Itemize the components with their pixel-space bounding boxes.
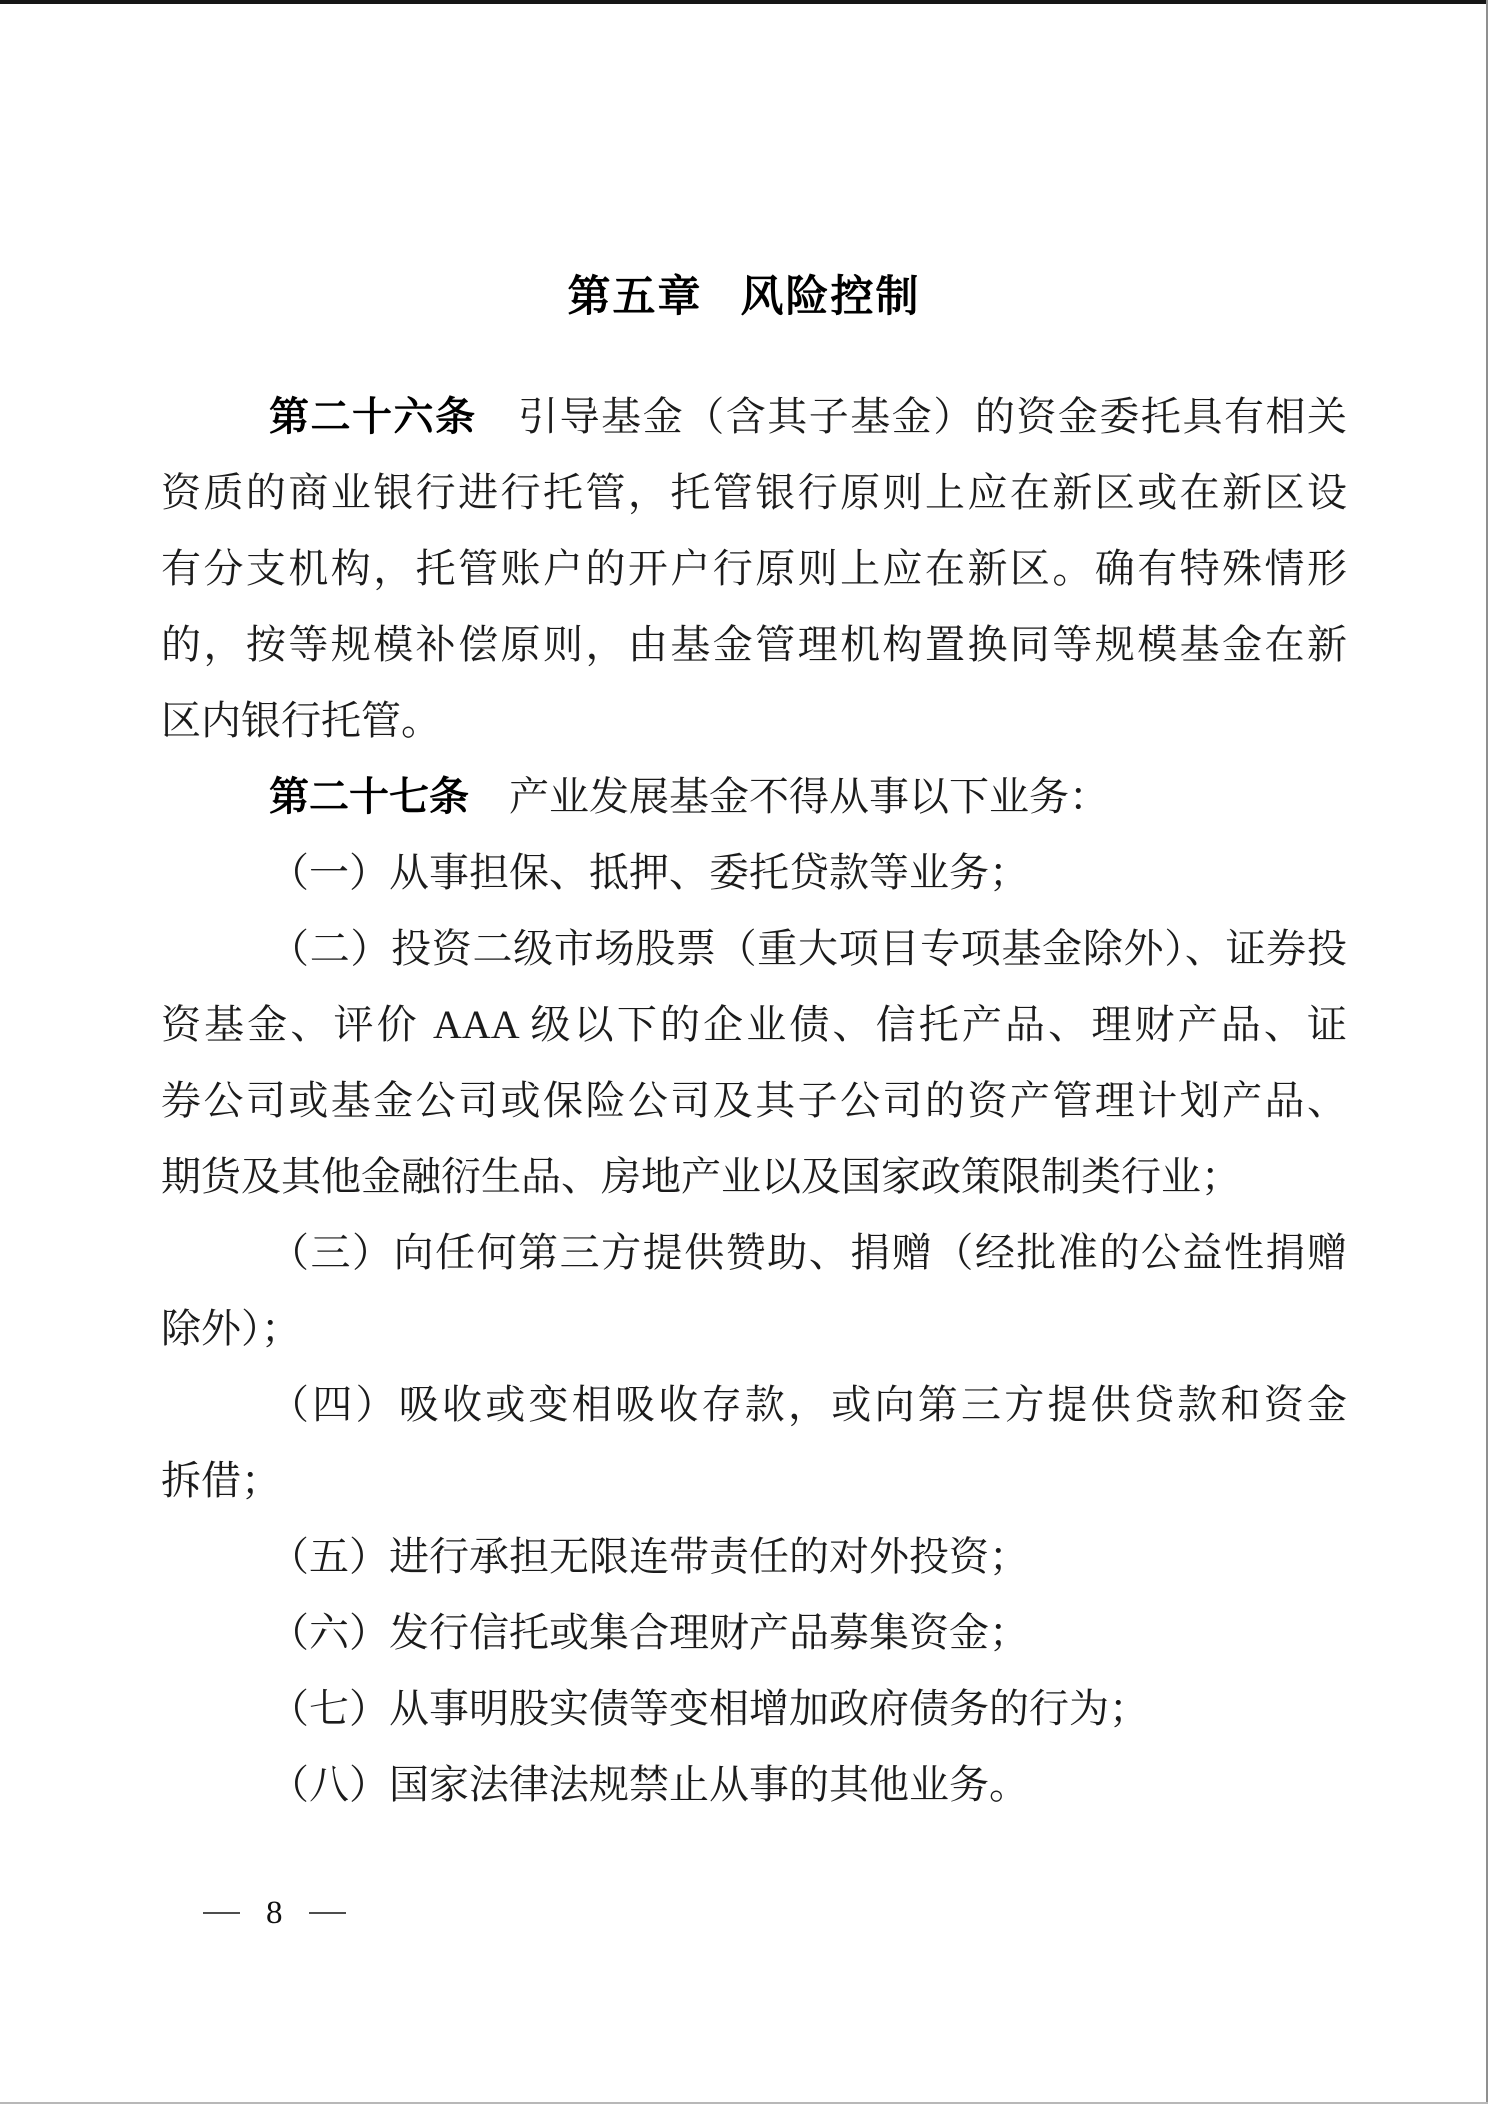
line-text: （八）国家法律法规禁止从事的其他业务。 xyxy=(269,1762,1029,1807)
list-item-line xyxy=(161,1291,1347,1367)
page-number: 8 xyxy=(266,1895,283,1931)
list-item-line xyxy=(161,835,1347,911)
chapter-title xyxy=(0,272,1488,322)
paragraph-line xyxy=(161,607,1347,683)
list-item-line xyxy=(161,1671,1347,1747)
body-text xyxy=(161,379,1347,1823)
line-text: 资质的商业银行进行托管，托管银行原则上应在新区或在新区设 xyxy=(161,470,1347,515)
list-item-line xyxy=(161,1215,1347,1291)
list-item-line xyxy=(161,1747,1347,1823)
list-item-line xyxy=(161,1367,1347,1443)
line-text: （三）向任何第三方提供赞助、捐赠（经批准的公益性捐赠 xyxy=(269,1230,1347,1275)
line-text: 的，按等规模补偿原则，由基金管理机构置换同等规模基金在新 xyxy=(161,622,1347,667)
page-footer xyxy=(203,1893,346,1933)
paragraph-line xyxy=(161,759,1347,835)
line-text: （七）从事明股实债等变相增加政府债务的行为； xyxy=(269,1686,1149,1731)
line-text: 期货及其他金融衍生品、房地产业以及国家政策限制类行业； xyxy=(161,1154,1241,1199)
footer-dash-right xyxy=(309,1912,346,1914)
list-item-line xyxy=(161,1443,1347,1519)
article-number-bold: 第二十六条 xyxy=(269,395,477,439)
line-text: （六）发行信托或集合理财产品募集资金； xyxy=(269,1610,1029,1655)
line-text: （二）投资二级市场股票（重大项目专项基金除外）、证券投 xyxy=(269,926,1347,971)
list-item-line xyxy=(161,1063,1347,1139)
paragraph-line xyxy=(161,531,1347,607)
chapter-number: 第五章 xyxy=(567,273,703,321)
list-item-line xyxy=(161,1519,1347,1595)
paragraph-line xyxy=(161,379,1347,455)
list-item-line xyxy=(161,1139,1347,1215)
paragraph-line xyxy=(161,455,1347,531)
page-top-border xyxy=(0,0,1488,4)
line-text: 券公司或基金公司或保险公司及其子公司的资产管理计划产品、 xyxy=(161,1078,1347,1123)
line-text: 区内银行托管。 xyxy=(161,698,441,743)
list-item-line xyxy=(161,987,1347,1063)
list-item-line xyxy=(161,1595,1347,1671)
line-text: 除外）； xyxy=(161,1306,301,1351)
line-text: 引导基金（含其子基金）的资金委托具有相关 xyxy=(476,394,1348,439)
line-text: 产业发展基金不得从事以下业务： xyxy=(469,774,1109,819)
line-text: 拆借； xyxy=(161,1458,281,1503)
paragraph-line xyxy=(161,683,1347,759)
line-text: 资基金、评价 AAA 级以下的企业债、信托产品、理财产品、证 xyxy=(161,1002,1347,1047)
chapter-name: 风险控制 xyxy=(740,273,921,321)
list-item-line xyxy=(161,911,1347,987)
line-text: 有分支机构，托管账户的开户行原则上应在新区。确有特殊情形 xyxy=(161,546,1347,591)
line-text: （五）进行承担无限连带责任的对外投资； xyxy=(269,1534,1029,1579)
line-text: （一）从事担保、抵押、委托贷款等业务； xyxy=(269,850,1029,895)
article-number-bold: 第二十七条 xyxy=(269,775,469,819)
footer-dash-left xyxy=(203,1912,240,1914)
line-text: （四）吸收或变相吸收存款，或向第三方提供贷款和资金 xyxy=(269,1382,1347,1427)
